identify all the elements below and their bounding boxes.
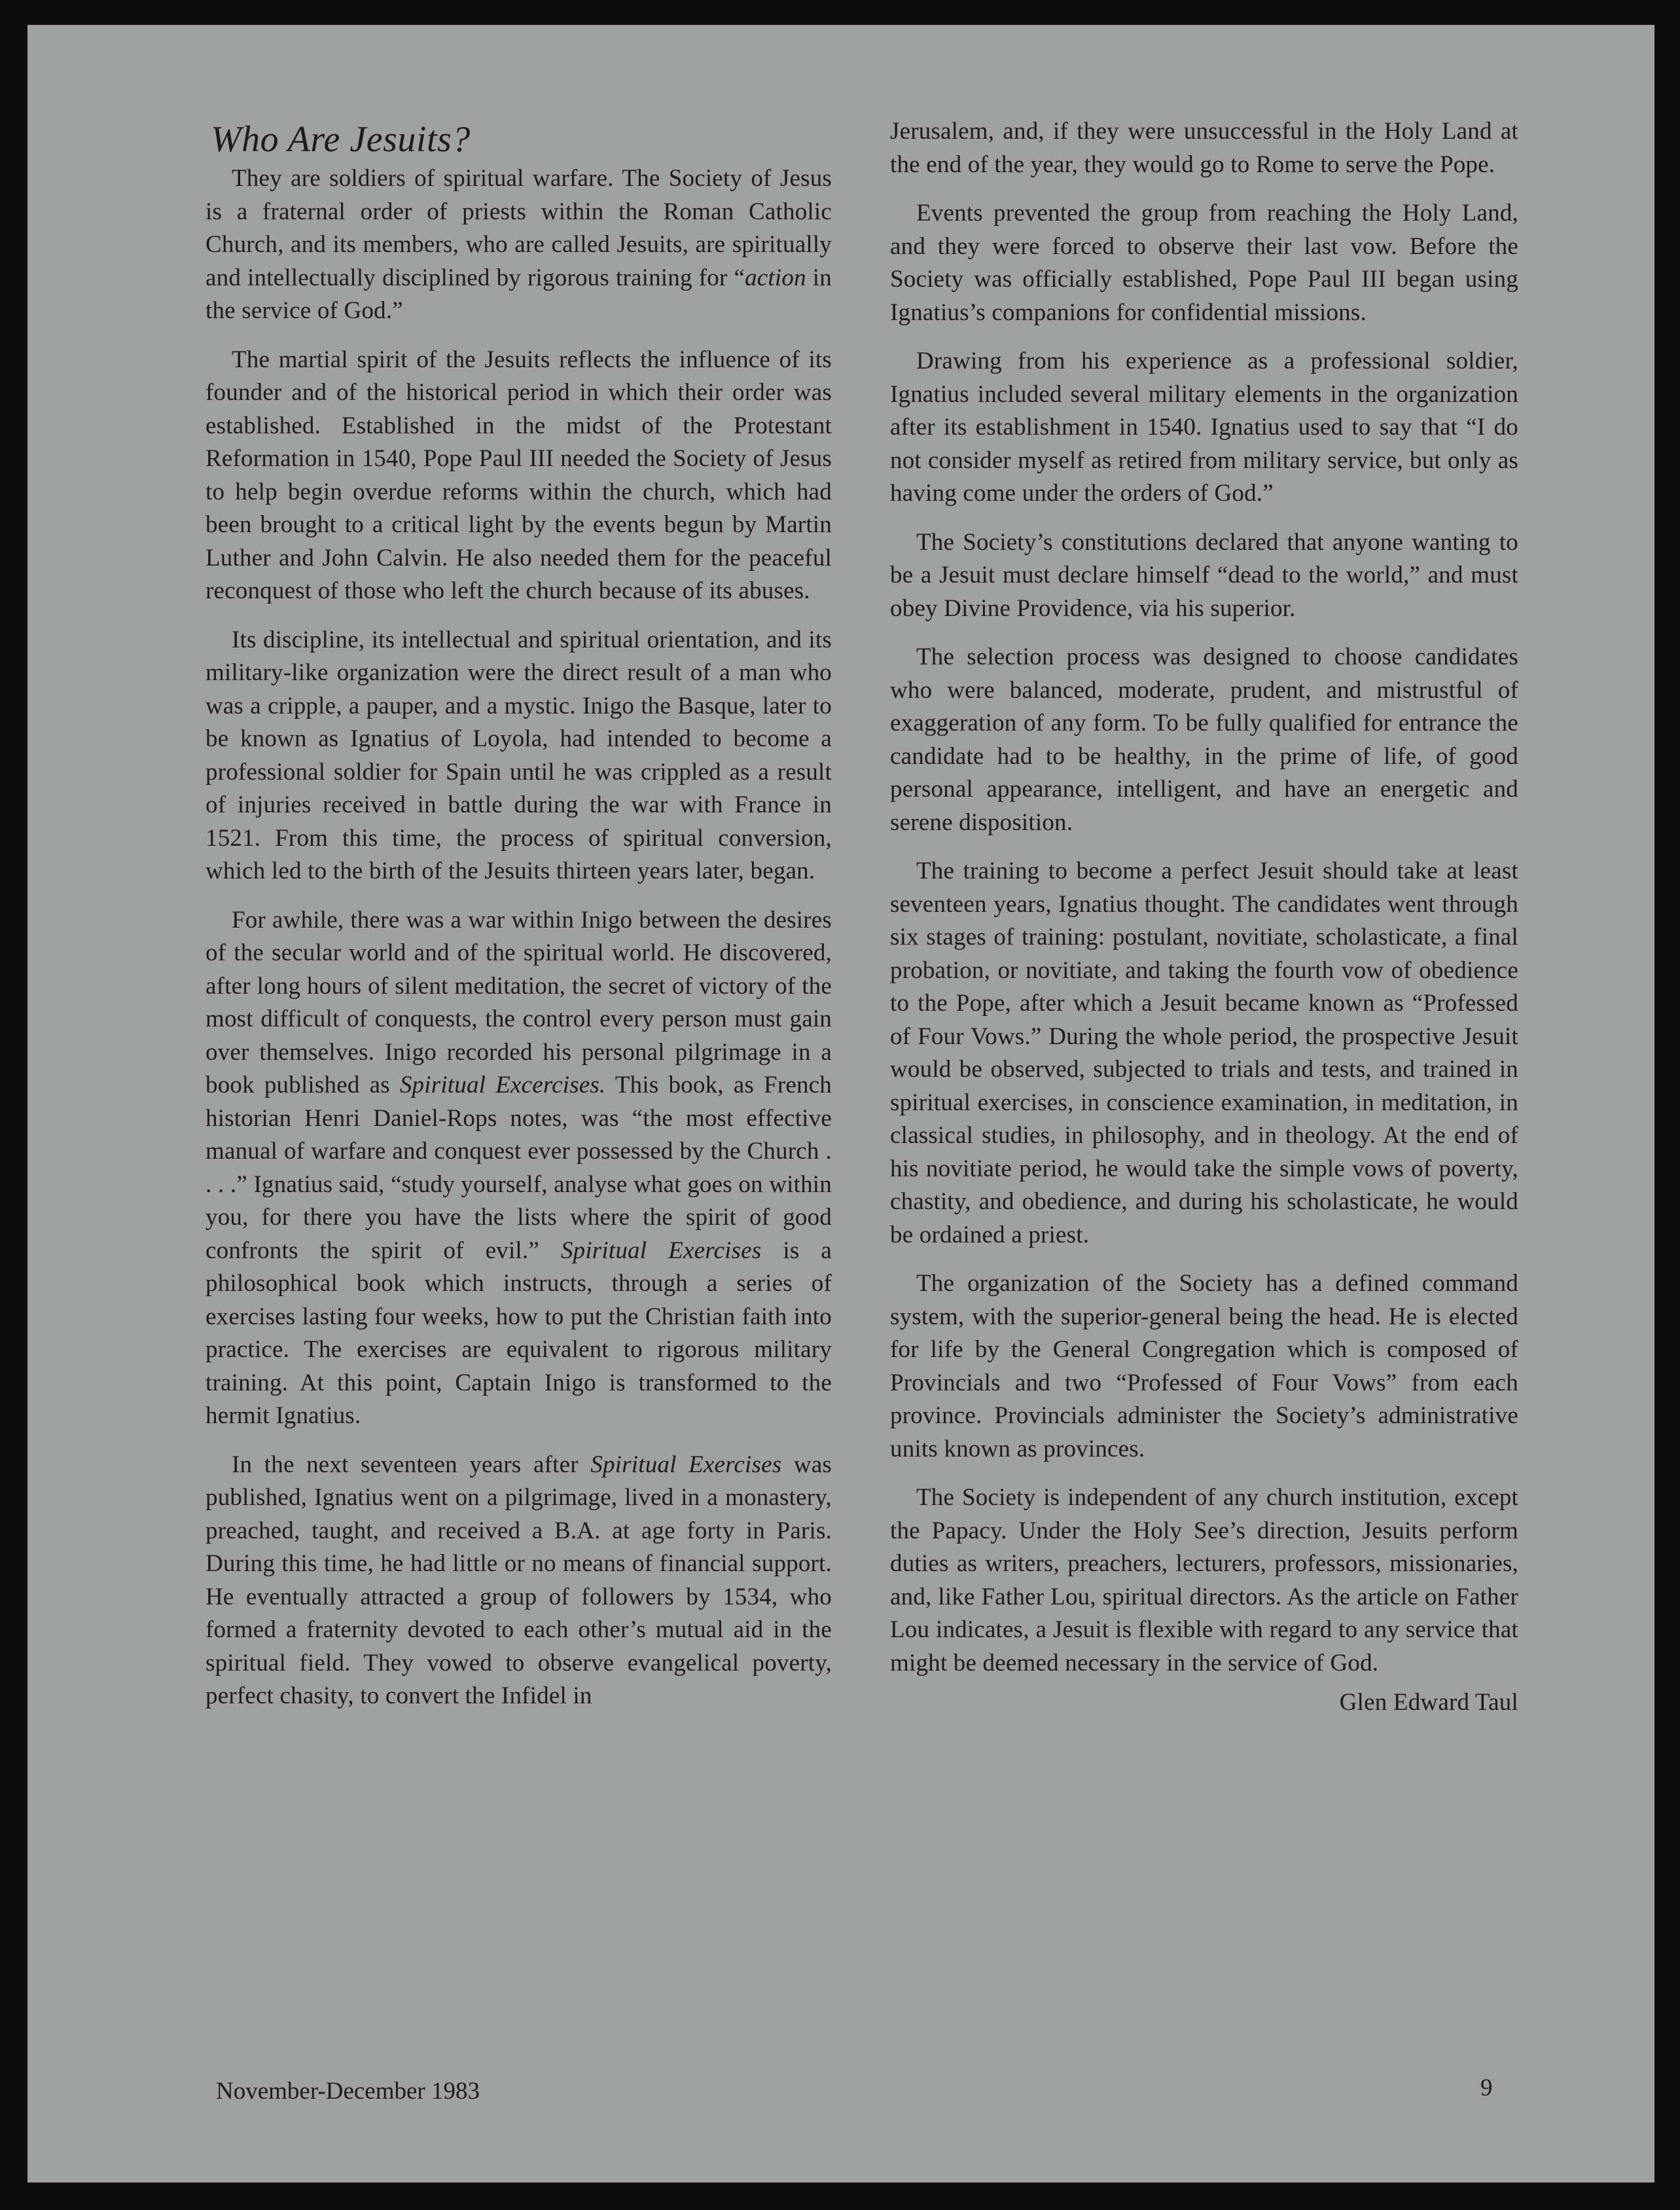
paragraph-discipline: Its discipline, its intellectual and spiritual orientation, and its military-like organization were the direct result of a man who was a cripple, a pauper, and a mystic. Inigo the Basque, later to be known as Ignatius of Loyola, had intended to become a professional soldier for Spain until he was crippled as a result of injuries received in battle during the war with France in 1521. From this time, the process of spiritual conversion, which led to the birth of the Jesuits thirteen years later, began. xyxy=(206,626,832,884)
right-column xyxy=(890,115,1518,1720)
left-column xyxy=(206,117,832,1729)
paragraph-selection: The selection process was designed to choose candidates who were balanced, moderate, prudent, and mistrustful of exaggeration of any form. To be fully qualified for entrance the candidate had to be healthy, in the prime of life, of good personal appearance, intelligent, and have an energetic and serene disposition. xyxy=(890,643,1518,836)
article-title: Who Are Jesuits? xyxy=(211,119,471,160)
emphasis-text: Spiritual Exercises xyxy=(560,1237,762,1264)
text-run: For awhile, there was a war within Inigo between the desires of the secular world and of the spiritual world. He discovered, after long hours of silent meditation, the secret of victory of the most difficult of conquests, the control every person must gain over themselves. Inigo recorded his personal pilgrimage in a book published as xyxy=(206,906,832,1098)
paragraph-war-within xyxy=(206,904,832,1433)
paragraph-organization: The organization of the Society has a defined command system, with the superior-general being the head. He is elected for life by the General Congregation which is composed of Provincials and two “Professed of Four Vows” from each province. Provincials administer the Society’s administrative units known as provinces. xyxy=(890,1270,1518,1462)
paragraph-independence: The Society is independent of any church institution, except the Papacy. Under the Holy See’s direction, Jesuits perform duties as writers, preachers, lecturers, professors, missionaries, and, like Father Lou, spiritual directors. As the article on Father Lou indicates, a Jesuit is flexible with regard to any service that might be deemed necessary in the service of God. xyxy=(890,1484,1518,1676)
text-run: This book, as French historian Henri Daniel-Rops notes, was “the most effective manual of warfare and conquest ever possessed by the Church . . . .” Ignatius said, “study yourself, analyse what goes on within you, for there you have the lists where the spirit of good confronts the spirit of evil.” xyxy=(206,1072,832,1264)
emphasis-text: Spiritual Exercises xyxy=(590,1451,782,1478)
paragraph-training: The training to become a perfect Jesuit should take at least seventeen years, Ignatius thought. The candidates went through six stages of training: postulant, novitiate, scholasticate, a final probation, or novitiate, and taking the fourth vow of obedience to the Pope, after which a Jesuit became known as “Professed of Four Vows.” During the whole period, the prospective Jesuit would be observed, subjected to trials and tests, and trained in spiritual exercises, in conscience examination, in meditation, in classical studies, in philosophy, and in theology. At the end of his novitiate period, he would take the simple vows of poverty, chastity, and obedience, and during his scholasticate, he would be ordained a priest. xyxy=(890,858,1518,1248)
text-run: They are soldiers of spiritual warfare. The Society of Jesus is a fraternal order of priests within the Roman Catholic Church, and its members, who are called Jesuits, are spiritually and intellectually disciplined by rigorous training for “ xyxy=(206,165,832,291)
text-run: was published, Ignatius went on a pilgrimage, lived in a monastery, preached, taught, and received a B.A. at age forty in Paris. During this time, he had little or no means of financial support. He eventually attracted a group of followers by 1534, who formed a fraternity devoted to each other’s mutual aid in the spiritual field. They vowed to observe evangelical poverty, perfect chasity, to convert the Infidel in xyxy=(206,1451,832,1709)
paragraph-intro xyxy=(206,162,832,328)
text-run: In the next seventeen years after xyxy=(232,1451,591,1478)
issue-date: November-December 1983 xyxy=(216,2078,480,2105)
magazine-page xyxy=(27,25,1654,2183)
paragraph-constitutions: The Society’s constitutions declared that anyone wanting to be a Jesuit must declare himself “dead to the world,” and must obey Divine Providence, via his superior. xyxy=(890,528,1518,622)
emphasis-text: action xyxy=(745,264,806,291)
text-run: in the service of God.” xyxy=(206,264,832,324)
page-number: 9 xyxy=(1480,2074,1493,2101)
paragraph-martial-spirit: The martial spirit of the Jesuits reflects the influence of its founder and of the historical period in which their order was established. Established in the midst of the Protestant Reformation in 1540, Pope Paul III needed the Society of Jesus to help begin overdue reforms within the church, which had been brought to a critical light by the events begun by Martin Luther and John Calvin. He also needed them for the peaceful reconquest of those who left the church because of its abuses. xyxy=(206,346,832,604)
paragraph-seventeen-years xyxy=(206,1449,832,1713)
paragraph-events: Events prevented the group from reaching the Holy Land, and they were forced to observe their last vow. Before the Society was officially established, Pope Paul III began using Ignatius’s companions for confidential missions. xyxy=(890,200,1518,326)
emphasis-text: Spiritual Excercises. xyxy=(399,1072,606,1098)
text-run: is a philosophical book which instructs, through a series of exercises lasting four weeks, how to put the Christian faith into practice. The exercises are equivalent to rigorous military training. At this point, Captain Inigo is transformed to the hermit Ignatius. xyxy=(206,1237,832,1429)
paragraph-military-elements: Drawing from his experience as a professional soldier, Ignatius included several military elements in the organization after its establishment in 1540. Ignatius used to say that “I do not consider myself as retired from military service, but only as having come under the orders of God.” xyxy=(890,348,1518,507)
author-signature: Glen Edward Taul xyxy=(1339,1689,1518,1716)
paragraph-continuation: Jerusalem, and, if they were unsuccessful in the Holy Land at the end of the year, they would go to Rome to serve the Pope. xyxy=(890,118,1518,178)
